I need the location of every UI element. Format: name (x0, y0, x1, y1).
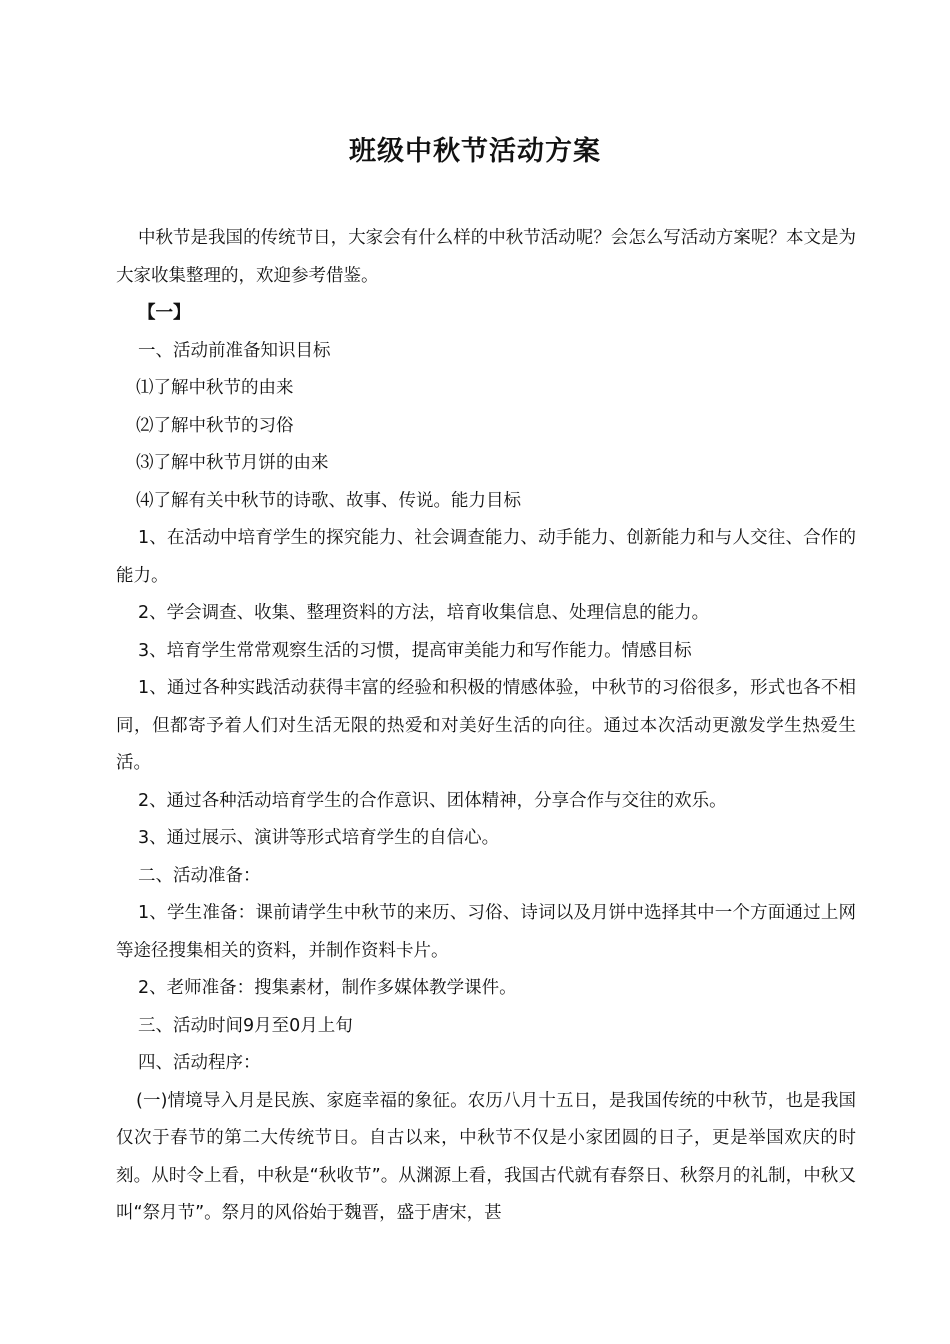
section-marker: 【一】 (138, 303, 191, 323)
document-body (116, 220, 856, 1233)
heading-activity-time: 三、活动时间9月至0月上旬 (138, 1015, 353, 1036)
list-item: ⑵了解中秋节的习俗 (136, 415, 294, 436)
intro-paragraph: 中秋节是我国的传统节日，大家会有什么样的中秋节活动呢？会怎么写活动方案呢？本文是为大家收集整理的，欢迎参考借鉴。 (116, 228, 856, 286)
emotion-goal-3: 3、通过展示、演讲等形式培育学生的自信心。 (138, 828, 500, 848)
list-item: ⑴了解中秋节的由来 (136, 378, 294, 398)
emotion-goal-2: 2、通过各种活动培育学生的合作意识、团体精神，分享合作与交往的欢乐。 (138, 790, 727, 811)
procedure-intro-paragraph: (一)情境导入月是民族、家庭幸福的象征。农历八月十五日，是我国传统的中秋节，也是我国仅次于春节的第二大传统节日。自古以来，中秋节不仅是小家团圆的日子，更是举国欢庆的时刻。从时令上看，中秋是“秋收节”。从渊源上看，我国古代就有春祭日、秋祭月的礼制，中秋又叫“祭月节”。祭月的风俗始于魏晋，盛于唐宋，甚 (116, 1090, 856, 1223)
list-item: ⑶了解中秋节月饼的由来 (136, 453, 329, 473)
document-title: 班级中秋节活动方案 (349, 136, 601, 167)
heading-activity-preparation: 二、活动准备： (138, 865, 261, 886)
heading-preparation-goals: 一、活动前准备知识目标 (138, 340, 331, 361)
ability-goal-1: 1、在活动中培育学生的探究能力、社会调查能力、动手能力、创新能力和与人交往、合作的能力。 (116, 528, 856, 586)
ability-goal-2: 2、学会调查、收集、整理资料的方法，培育收集信息、处理信息的能力。 (138, 603, 710, 623)
heading-activity-procedure: 四、活动程序： (138, 1053, 261, 1073)
student-preparation: 1、学生准备：课前请学生中秋节的来历、习俗、诗词以及月饼中选择其中一个方面通过上网等途径搜集相关的资料，并制作资料卡片。 (116, 903, 856, 961)
teacher-preparation: 2、老师准备：搜集素材，制作多媒体教学课件。 (138, 978, 517, 998)
ability-goal-3: 3、培育学生常常观察生活的习惯，提高审美能力和写作能力。情感目标 (138, 640, 692, 661)
emotion-goal-1: 1、通过各种实践活动获得丰富的经验和积极的情感体验，中秋节的习俗很多，形式也各不相同，但都寄予着人们对生活无限的热爱和对美好生活的向往。通过本次活动更激发学生热爱生活。 (116, 678, 856, 773)
list-item: ⑷了解有关中秋节的诗歌、故事、传说。能力目标 (136, 490, 521, 511)
